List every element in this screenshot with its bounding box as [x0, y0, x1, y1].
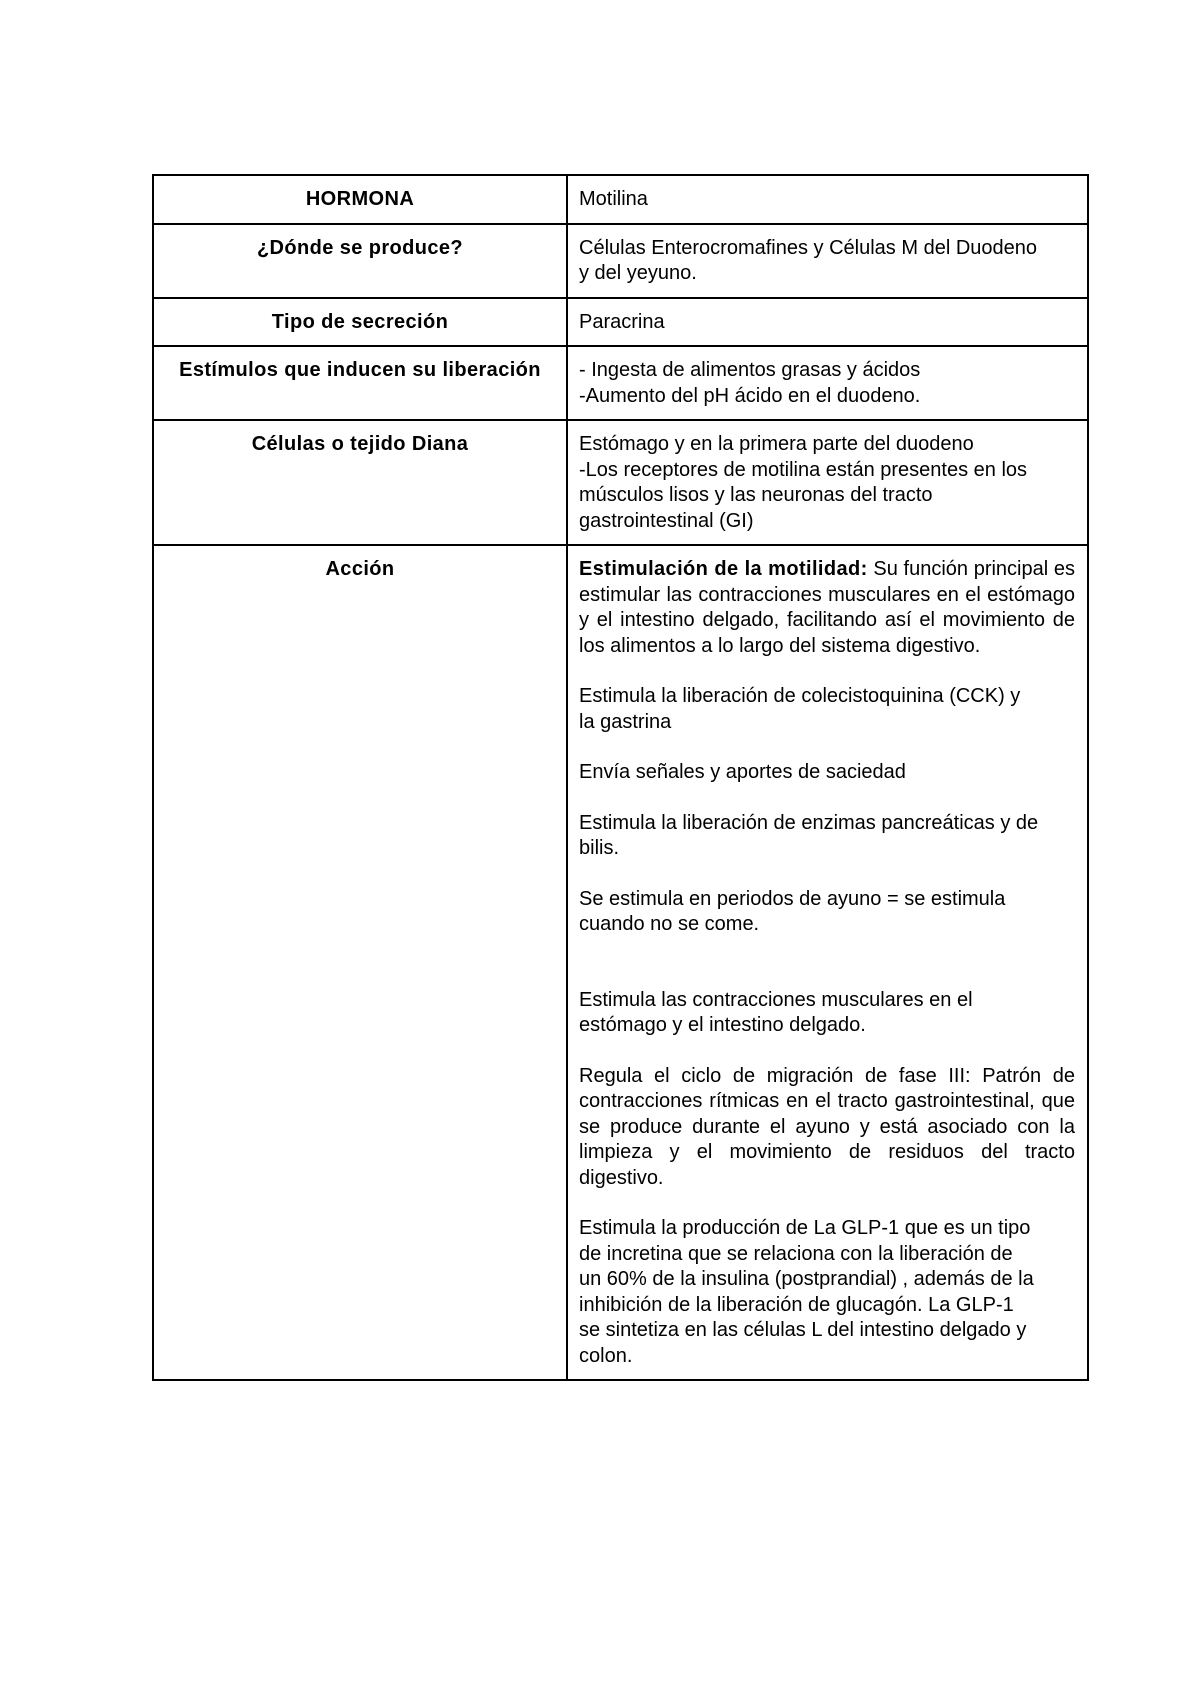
value-line: - Ingesta de alimentos grasas y ácidos — [579, 359, 921, 381]
table-row-hormona — [153, 175, 1088, 224]
value-line: y del yeyuno. — [579, 262, 697, 284]
row-label: HORMONA — [153, 175, 567, 224]
table-row-tipo-de-secrecion — [153, 298, 1088, 347]
row-value — [567, 298, 1088, 347]
table-row-estimulos — [153, 346, 1088, 420]
row-label: Células o tejido Diana — [153, 420, 567, 545]
action-paragraph — [579, 684, 1075, 735]
action-paragraph — [579, 1216, 1075, 1369]
action-line: inhibición de la liberación de glucagón. La GLP-1 — [579, 1293, 1014, 1316]
value-line: gastrointestinal (GI) — [579, 509, 754, 532]
action-paragraph — [579, 988, 1075, 1039]
table-row-accion — [153, 545, 1088, 1380]
action-line: bilis. — [579, 837, 620, 859]
row-value — [567, 175, 1088, 224]
action-heading: Estimulación de la motilidad: — [579, 558, 868, 580]
value-line: Estómago y en la primera parte del duodeno — [579, 433, 974, 455]
action-paragraph — [579, 811, 1075, 862]
action-line: Estimula las contracciones musculares en el — [579, 988, 973, 1011]
value-line: Motilina — [579, 188, 648, 210]
value-line: Paracrina — [579, 310, 665, 333]
action-line: de incretina que se relaciona con la liberación de — [579, 1242, 1013, 1265]
table-row-donde-se-produce — [153, 224, 1088, 298]
value-line: Células Enterocromafines y Células M del Duodeno — [579, 236, 1038, 259]
action-line: colon. — [579, 1344, 633, 1367]
action-line: Estimula la liberación de colecistoquinina (CCK) y — [579, 685, 1021, 707]
action-line: Estimula la liberación de enzimas pancreáticas y de — [579, 811, 1039, 834]
action-line: estómago y el intestino delgado. — [579, 1014, 866, 1036]
row-value — [567, 420, 1088, 545]
row-label: Acción — [153, 545, 567, 1380]
row-label: Tipo de secreción — [153, 298, 567, 347]
action-paragraph — [579, 557, 1075, 659]
action-line: un 60% de la insulina (postprandial) , además de la — [579, 1268, 1034, 1290]
action-line: cuando no se come. — [579, 913, 760, 935]
hormone-table — [152, 174, 1089, 1381]
value-line: músculos lisos y las neuronas del tracto — [579, 484, 933, 506]
row-value — [567, 346, 1088, 420]
row-label: Estímulos que inducen su liberación — [153, 346, 567, 420]
action-text: Su función principal es estimular las contracciones musculares en el estómago y el intestino delgado, facilitando así el movimiento de los alimentos a lo largo del sistema digestivo. — [579, 558, 1075, 657]
action-line: Envía señales y aportes de saciedad — [579, 761, 906, 783]
value-line: -Aumento del pH ácido en el duodeno. — [579, 384, 921, 407]
action-paragraph — [579, 760, 1075, 786]
action-paragraph: Regula el ciclo de migración de fase III: Patrón de contracciones rítmicas en el tracto gastrointestinal, que se produce durante el ayuno y está asociado con la limpieza y el movimiento de residuos del tracto digestivo. — [579, 1064, 1075, 1189]
row-value — [567, 224, 1088, 298]
action-line: Estimula la producción de La GLP-1 que es un tipo — [579, 1217, 1031, 1239]
row-value — [567, 545, 1088, 1380]
value-line: -Los receptores de motilina están presentes en los — [579, 458, 1028, 481]
action-line: Se estimula en periodos de ayuno = se estimula — [579, 887, 1006, 910]
action-paragraph — [579, 887, 1075, 938]
row-label: ¿Dónde se produce? — [153, 224, 567, 298]
table-row-celulas-diana — [153, 420, 1088, 545]
action-line: se sintetiza en las células L del intestino delgado y — [579, 1319, 1027, 1341]
action-line: la gastrina — [579, 710, 672, 733]
